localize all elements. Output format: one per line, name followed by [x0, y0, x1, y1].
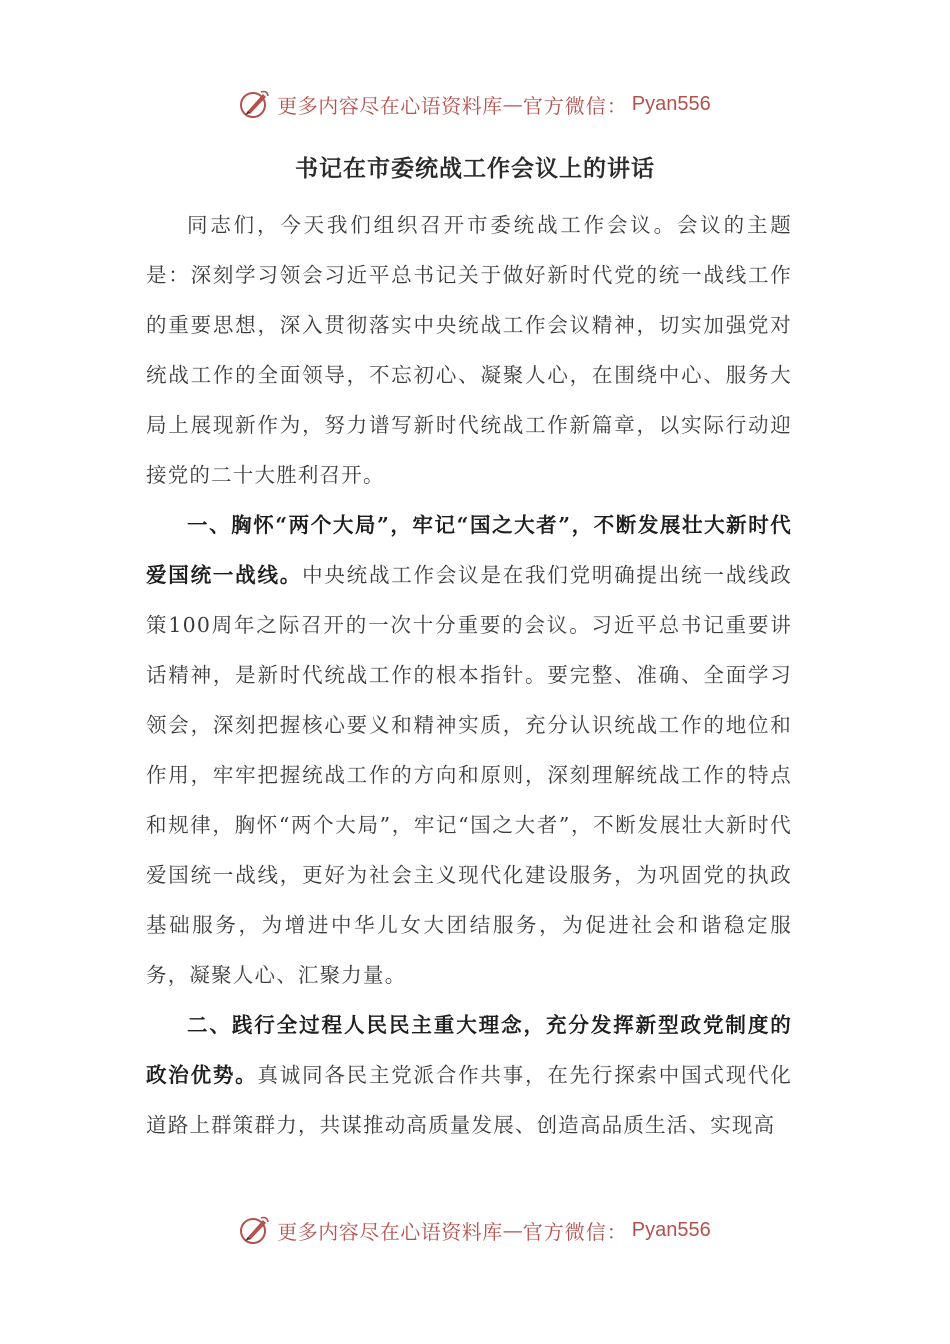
- paragraph-lead: 二、践行全过程人民民主重大理念，充分发挥新型政党制度的政治优势。: [146, 1013, 792, 1087]
- banner-label: 官方微信：: [522, 93, 628, 118]
- paragraph-lead: 一、胸怀“两个大局”，牢记“国之大者”，不断发展壮大新时代爱国统一战线。: [146, 513, 792, 587]
- paragraph-text: 真诚同各民主党派合作共事，在先行探索中国式现代化道路上群策群力，共谋推动高质量发展、创造高品质生活、实现高: [146, 1063, 792, 1137]
- banner-brand: 更多内容尽在心语资料库: [277, 1219, 503, 1244]
- banner-separator: —: [502, 92, 523, 116]
- paragraph-text: 同志们，今天我们组织召开市委统战工作会议。会议的主题是：深刻学习领会习近平总书记关于做好新时代党的统一战线工作的重要思想，深入贯彻落实中央统战工作会议精神，切实加强党对统战工作的全面领导，不忘初心、凝聚人心，在围绕中心、服务大局上展现新作为，努力谱写新时代统战工作新篇章，以实际行动迎接党的二十大胜利召开。: [146, 213, 792, 487]
- paragraph-section-1: [146, 500, 792, 1000]
- paragraph-text: 中央统战工作会议是在我们党明确提出统一战线政策100周年之际召开的一次十分重要的会议。习近平总书记重要讲话精神，是新时代统战工作的根本指针。要完整、准确、全面学习领会，深刻把握核心要义和精神实质，充分认识统战工作的地位和作用，牢牢把握统战工作的方向和原则，深刻理解统战工作的特点和规律，胸怀“两个大局”，牢记“国之大者”，不断发展壮大新时代爱国统一战线，更好为社会主义现代化建设服务，为巩固党的执政基础服务，为增进中华儿女大团结服务，为促进社会和谐稳定服务，凝聚人心、汇聚力量。: [146, 563, 792, 987]
- quill-pen-logo-icon: [239, 88, 271, 120]
- document-title: 书记在市委统战工作会议上的讲话: [295, 155, 655, 182]
- quill-pen-logo-icon: [239, 1214, 271, 1246]
- banner-account: Pyan556: [631, 92, 711, 115]
- banner-label: 官方微信：: [522, 1219, 628, 1244]
- paragraph-section-2: [146, 1000, 792, 1150]
- paragraph-intro: [146, 200, 792, 500]
- banner-separator: —: [502, 1218, 523, 1242]
- document-body: [146, 200, 792, 1150]
- footer-banner: [0, 1210, 950, 1250]
- header-banner: [0, 84, 950, 124]
- banner-account: Pyan556: [631, 1218, 711, 1241]
- banner-brand: 更多内容尽在心语资料库: [277, 93, 503, 118]
